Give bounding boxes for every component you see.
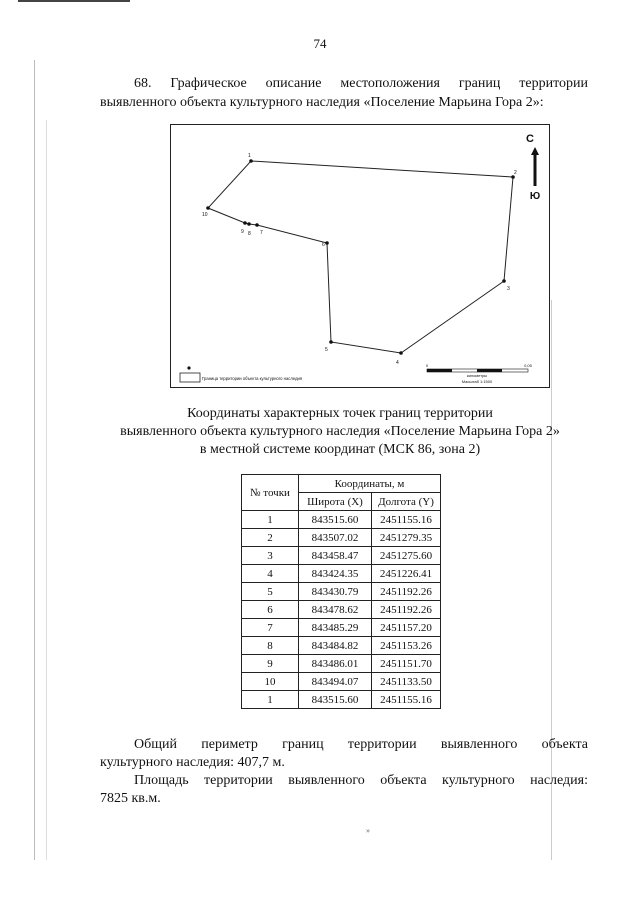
map-point-6 [325, 241, 329, 245]
table-row [242, 619, 441, 637]
map-label-6: 6 [322, 242, 325, 248]
latitude-cell: 843515.60 [299, 691, 372, 709]
header-longitude: Долгота (Y) [372, 493, 441, 511]
point-number-cell: 10 [242, 673, 299, 691]
map-svg [171, 125, 549, 387]
table-row [242, 673, 441, 691]
table-row [242, 655, 441, 673]
longitude-cell: 2451155.16 [372, 511, 441, 529]
longitude-cell: 2451133.50 [372, 673, 441, 691]
longitude-cell: 2451155.16 [372, 691, 441, 709]
compass [526, 133, 540, 202]
table-row [242, 565, 441, 583]
coordinates-caption [60, 405, 620, 459]
scan-edge-left [34, 60, 35, 860]
heading-line-1: 68. Графическое описание местоположения границ территории [134, 76, 588, 91]
map-legend [180, 366, 302, 382]
latitude-cell: 843494.07 [299, 673, 372, 691]
caption-line-3: в местной системе координат (МСК 86, зона 2) [199, 442, 481, 457]
boundary-map [170, 124, 550, 388]
heading-line-2: выявленного объекта культурного наследия «Поселение Марьина Гора 2»: [100, 95, 544, 110]
point-number-cell: 7 [242, 619, 299, 637]
longitude-cell: 2451157.20 [372, 619, 441, 637]
longitude-cell: 2451275.60 [372, 547, 441, 565]
compass-north-label: С [526, 133, 534, 145]
map-point-9 [243, 221, 247, 225]
point-number-cell: 8 [242, 637, 299, 655]
area-line-1: Площадь территории выявленного объекта культурного наследия: [134, 773, 588, 788]
point-number-cell: 2 [242, 529, 299, 547]
caption-line-1: Координаты характерных точек границ территории [187, 406, 493, 421]
page-number: 74 [313, 36, 327, 51]
latitude-cell: 843478.62 [299, 601, 372, 619]
table-row [242, 547, 441, 565]
scale-bar [426, 363, 533, 384]
scale-label-end: 0,05 [524, 363, 532, 368]
latitude-cell: 843484.82 [299, 637, 372, 655]
map-label-5: 5 [325, 347, 328, 353]
header-coordinates: Координаты, м [299, 475, 441, 493]
scale-text: Масштаб 1:1500 [461, 379, 493, 384]
map-label-7: 7 [260, 230, 263, 236]
point-number-cell: 3 [242, 547, 299, 565]
map-point-3 [502, 279, 506, 283]
point-number-cell: 4 [242, 565, 299, 583]
table-row [242, 637, 441, 655]
scan-edge-left-2 [46, 120, 47, 860]
point-number-cell: 9 [242, 655, 299, 673]
table-row [242, 691, 441, 709]
longitude-cell: 2451192.26 [372, 601, 441, 619]
longitude-cell: 2451279.35 [372, 529, 441, 547]
compass-shaft [534, 154, 537, 186]
map-label-8: 8 [248, 231, 251, 237]
map-point-10 [206, 206, 210, 210]
map-point-7 [255, 223, 259, 227]
scale-bar-segment [477, 369, 502, 372]
map-label-10: 10 [202, 212, 208, 218]
header-point: № точки [242, 475, 299, 511]
scale-label-start: 0 [425, 363, 429, 368]
perimeter-line-2: культурного наследия: 407,7 м. [100, 755, 285, 770]
compass-arrow-icon [531, 147, 539, 155]
caption-line-2: выявленного объекта культурного наследия «Поселение Марьина Гора 2» [120, 424, 560, 439]
section-heading [100, 74, 588, 112]
latitude-cell: 843485.29 [299, 619, 372, 637]
table-row [242, 601, 441, 619]
map-label-9: 9 [241, 229, 244, 235]
table-row [242, 583, 441, 601]
map-point-4 [399, 351, 403, 355]
longitude-cell: 2451151.70 [372, 655, 441, 673]
map-label-4: 4 [396, 360, 399, 366]
latitude-cell: 843424.35 [299, 565, 372, 583]
map-label-2: 2 [514, 170, 517, 176]
latitude-cell: 843486.01 [299, 655, 372, 673]
map-point-5 [329, 340, 333, 344]
scan-edge-top [18, 0, 130, 2]
boundary-polygon [208, 161, 513, 353]
point-number-cell: 1 [242, 691, 299, 709]
latitude-cell: 843507.02 [299, 529, 372, 547]
compass-south-label: Ю [529, 191, 541, 202]
area-paragraph [100, 772, 588, 808]
scale-units: километры [466, 373, 488, 378]
area-line-2: 7825 кв.м. [100, 791, 161, 806]
table-row [242, 511, 441, 529]
latitude-cell: 843430.79 [299, 583, 372, 601]
table-body [242, 511, 441, 709]
scale-bar-segment [427, 369, 452, 372]
point-number-cell: 1 [242, 511, 299, 529]
perimeter-line-1: Общий периметр границ территории выявленного объекта [134, 737, 588, 752]
map-label-1: 1 [248, 153, 251, 159]
map-point-1 [249, 159, 253, 163]
legend-text: Граница территории объекта культурного наследия [202, 376, 303, 381]
point-number-cell: 5 [242, 583, 299, 601]
table-row [242, 529, 441, 547]
footer-mark: » [366, 826, 370, 835]
perimeter-paragraph [100, 736, 588, 772]
coordinates-table [241, 474, 441, 709]
latitude-cell: 843515.60 [299, 511, 372, 529]
map-point-8 [247, 222, 251, 226]
map-label-3: 3 [507, 286, 510, 292]
header-latitude: Широта (X) [299, 493, 372, 511]
latitude-cell: 843458.47 [299, 547, 372, 565]
point-number-cell: 6 [242, 601, 299, 619]
longitude-cell: 2451226.41 [372, 565, 441, 583]
legend-swatch [180, 373, 200, 382]
legend-dot-icon [187, 366, 190, 369]
longitude-cell: 2451192.26 [372, 583, 441, 601]
longitude-cell: 2451153.26 [372, 637, 441, 655]
